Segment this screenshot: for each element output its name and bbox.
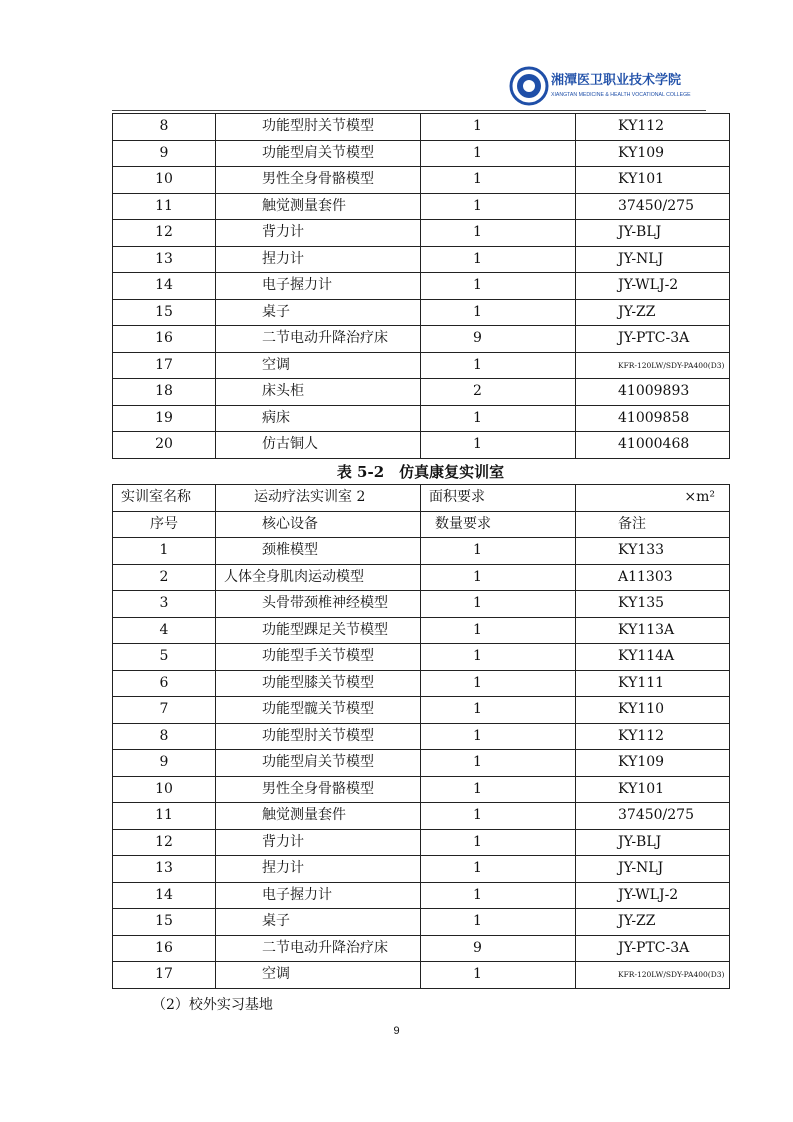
equipment-name: 男性全身骨骼模型	[216, 776, 421, 803]
equipment-name: 人体全身肌肉运动模型	[216, 564, 421, 591]
model-code: JY-WLJ-2	[576, 882, 730, 909]
quantity: 1	[421, 750, 576, 777]
model-code: JY-BLJ	[576, 220, 730, 247]
college-logo	[509, 64, 709, 108]
model-code: KY109	[576, 750, 730, 777]
equipment-name: 触觉测量套件	[216, 193, 421, 220]
model-code: JY-NLJ	[576, 856, 730, 883]
row-number: 7	[113, 697, 216, 724]
quantity: 1	[421, 220, 576, 247]
equipment-name: 二节电动升降治疗床	[216, 326, 421, 353]
table-row	[113, 140, 730, 167]
quantity: 1	[421, 803, 576, 830]
room-name-value: 运动疗法实训室 2	[216, 485, 421, 512]
equipment-name: 背力计	[216, 220, 421, 247]
model-code: 41009858	[576, 405, 730, 432]
model-code: JY-ZZ	[576, 909, 730, 936]
model-code: KY135	[576, 591, 730, 618]
row-number: 17	[113, 962, 216, 989]
area-label: 面积要求	[421, 485, 576, 512]
row-number: 9	[113, 750, 216, 777]
table-row	[113, 564, 730, 591]
table-row	[113, 114, 730, 141]
quantity: 1	[421, 617, 576, 644]
row-number: 2	[113, 564, 216, 591]
table-row	[113, 723, 730, 750]
equipment-name: 男性全身骨骼模型	[216, 167, 421, 194]
table-row	[113, 856, 730, 883]
model-code: KY114A	[576, 644, 730, 671]
row-number: 6	[113, 670, 216, 697]
row-number: 1	[113, 538, 216, 565]
header-rule	[112, 110, 706, 111]
model-code: KY101	[576, 776, 730, 803]
off-campus-base-heading: （2）校外实习基地	[152, 997, 273, 1013]
equipment-name: 空调	[216, 962, 421, 989]
table-row	[113, 670, 730, 697]
row-number: 3	[113, 591, 216, 618]
model-code: KY112	[576, 723, 730, 750]
room-name-label: 实训室名称	[113, 485, 216, 512]
row-number: 10	[113, 776, 216, 803]
quantity: 1	[421, 538, 576, 565]
table-row	[113, 352, 730, 379]
row-number: 16	[113, 326, 216, 353]
model-code: KY101	[576, 167, 730, 194]
model-code: JY-PTC-3A	[576, 326, 730, 353]
table-row	[113, 538, 730, 565]
row-number: 20	[113, 432, 216, 459]
table-row	[113, 935, 730, 962]
equipment-name: 电子握力计	[216, 273, 421, 300]
model-code: JY-PTC-3A	[576, 935, 730, 962]
equipment-name: 功能型膝关节模型	[216, 670, 421, 697]
row-number: 9	[113, 140, 216, 167]
table-row	[113, 750, 730, 777]
col-header-no: 序号	[113, 511, 216, 538]
table-row	[113, 882, 730, 909]
quantity: 1	[421, 697, 576, 724]
row-number: 14	[113, 882, 216, 909]
page-number: 9	[393, 1025, 400, 1037]
row-number: 10	[113, 167, 216, 194]
table-row	[113, 962, 730, 989]
table-row	[113, 193, 730, 220]
equipment-name: 空调	[216, 352, 421, 379]
room-info-row	[113, 485, 730, 512]
row-number: 11	[113, 193, 216, 220]
model-code: JY-NLJ	[576, 246, 730, 273]
rehab-training-room-table	[112, 484, 730, 989]
table-row	[113, 299, 730, 326]
model-code: A11303	[576, 564, 730, 591]
table-row	[113, 405, 730, 432]
equipment-name: 床头柜	[216, 379, 421, 406]
svg-text:XIANGTAN MEDICINE & HEALTH VOC: XIANGTAN MEDICINE & HEALTH VOCATIONAL COLLEGE	[551, 92, 691, 98]
equipment-name: 病床	[216, 405, 421, 432]
area-value-cell	[576, 485, 730, 512]
model-code: 37450/275	[576, 803, 730, 830]
equipment-name: 仿古铜人	[216, 432, 421, 459]
table-row	[113, 909, 730, 936]
equipment-name: 捏力计	[216, 246, 421, 273]
col-header-equipment: 核心设备	[216, 511, 421, 538]
equipment-name: 捏力计	[216, 856, 421, 883]
col-header-note: 备注	[576, 511, 730, 538]
table-row	[113, 167, 730, 194]
quantity: 1	[421, 882, 576, 909]
row-number: 14	[113, 273, 216, 300]
equipment-name: 二节电动升降治疗床	[216, 935, 421, 962]
model-code: KY133	[576, 538, 730, 565]
row-number: 8	[113, 114, 216, 141]
quantity: 1	[421, 644, 576, 671]
row-number: 15	[113, 909, 216, 936]
table-row	[113, 273, 730, 300]
quantity: 1	[421, 193, 576, 220]
model-code: KY113A	[576, 617, 730, 644]
table-row	[113, 432, 730, 459]
quantity: 1	[421, 114, 576, 141]
equipment-name: 功能型肩关节模型	[216, 750, 421, 777]
quantity: 1	[421, 723, 576, 750]
model-code: KY110	[576, 697, 730, 724]
row-number: 8	[113, 723, 216, 750]
equipment-name: 功能型肩关节模型	[216, 140, 421, 167]
equipment-name: 功能型髋关节模型	[216, 697, 421, 724]
quantity: 1	[421, 591, 576, 618]
model-code: JY-WLJ-2	[576, 273, 730, 300]
table-row	[113, 326, 730, 353]
equipment-name: 功能型踝足关节模型	[216, 617, 421, 644]
col-header-qty: 数量要求	[421, 511, 576, 538]
row-number: 5	[113, 644, 216, 671]
quantity: 9	[421, 326, 576, 353]
row-number: 4	[113, 617, 216, 644]
equipment-name: 触觉测量套件	[216, 803, 421, 830]
model-code: 37450/275	[576, 193, 730, 220]
quantity: 1	[421, 564, 576, 591]
equipment-name: 颈椎模型	[216, 538, 421, 565]
table-caption: 表 5-2 仿真康复实训室	[336, 463, 505, 481]
quantity: 1	[421, 352, 576, 379]
quantity: 1	[421, 856, 576, 883]
equipment-name: 桌子	[216, 909, 421, 936]
table-row	[113, 803, 730, 830]
model-code: 41000468	[576, 432, 730, 459]
equipment-name: 功能型肘关节模型	[216, 723, 421, 750]
table-row	[113, 776, 730, 803]
column-header-row	[113, 511, 730, 538]
row-number: 12	[113, 829, 216, 856]
quantity: 1	[421, 405, 576, 432]
model-code: KFR-120LW/SDY-PA400(D3)	[576, 962, 730, 989]
row-number: 13	[113, 856, 216, 883]
row-number: 15	[113, 299, 216, 326]
equipment-name: 头骨带颈椎神经模型	[216, 591, 421, 618]
model-code: KY112	[576, 114, 730, 141]
row-number: 16	[113, 935, 216, 962]
table-row	[113, 829, 730, 856]
row-number: 12	[113, 220, 216, 247]
quantity: 1	[421, 273, 576, 300]
quantity: 1	[421, 962, 576, 989]
svg-text:湘潭医卫职业技术学院: 湘潭医卫职业技术学院	[551, 73, 682, 88]
model-code: JY-BLJ	[576, 829, 730, 856]
equipment-name: 背力计	[216, 829, 421, 856]
quantity: 1	[421, 246, 576, 273]
model-code: KY111	[576, 670, 730, 697]
equipment-name: 功能型手关节模型	[216, 644, 421, 671]
quantity: 1	[421, 140, 576, 167]
table-row	[113, 220, 730, 247]
table-row	[113, 379, 730, 406]
table-row	[113, 591, 730, 618]
quantity: 1	[421, 670, 576, 697]
model-code: 41009893	[576, 379, 730, 406]
quantity: 1	[421, 299, 576, 326]
equipment-table-continued	[112, 113, 730, 459]
quantity: 1	[421, 909, 576, 936]
row-number: 18	[113, 379, 216, 406]
row-number: 19	[113, 405, 216, 432]
equipment-name: 功能型肘关节模型	[216, 114, 421, 141]
quantity: 9	[421, 935, 576, 962]
table-row	[113, 697, 730, 724]
quantity: 2	[421, 379, 576, 406]
table-row	[113, 644, 730, 671]
model-code: JY-ZZ	[576, 299, 730, 326]
row-number: 13	[113, 246, 216, 273]
model-code: KFR-120LW/SDY-PA400(D3)	[576, 352, 730, 379]
table-row	[113, 617, 730, 644]
table-row	[113, 246, 730, 273]
row-number: 11	[113, 803, 216, 830]
quantity: 1	[421, 776, 576, 803]
equipment-name: 桌子	[216, 299, 421, 326]
model-code: KY109	[576, 140, 730, 167]
quantity: 1	[421, 167, 576, 194]
area-unit: ×m²	[684, 489, 715, 506]
equipment-name: 电子握力计	[216, 882, 421, 909]
quantity: 1	[421, 829, 576, 856]
row-number: 17	[113, 352, 216, 379]
quantity: 1	[421, 432, 576, 459]
